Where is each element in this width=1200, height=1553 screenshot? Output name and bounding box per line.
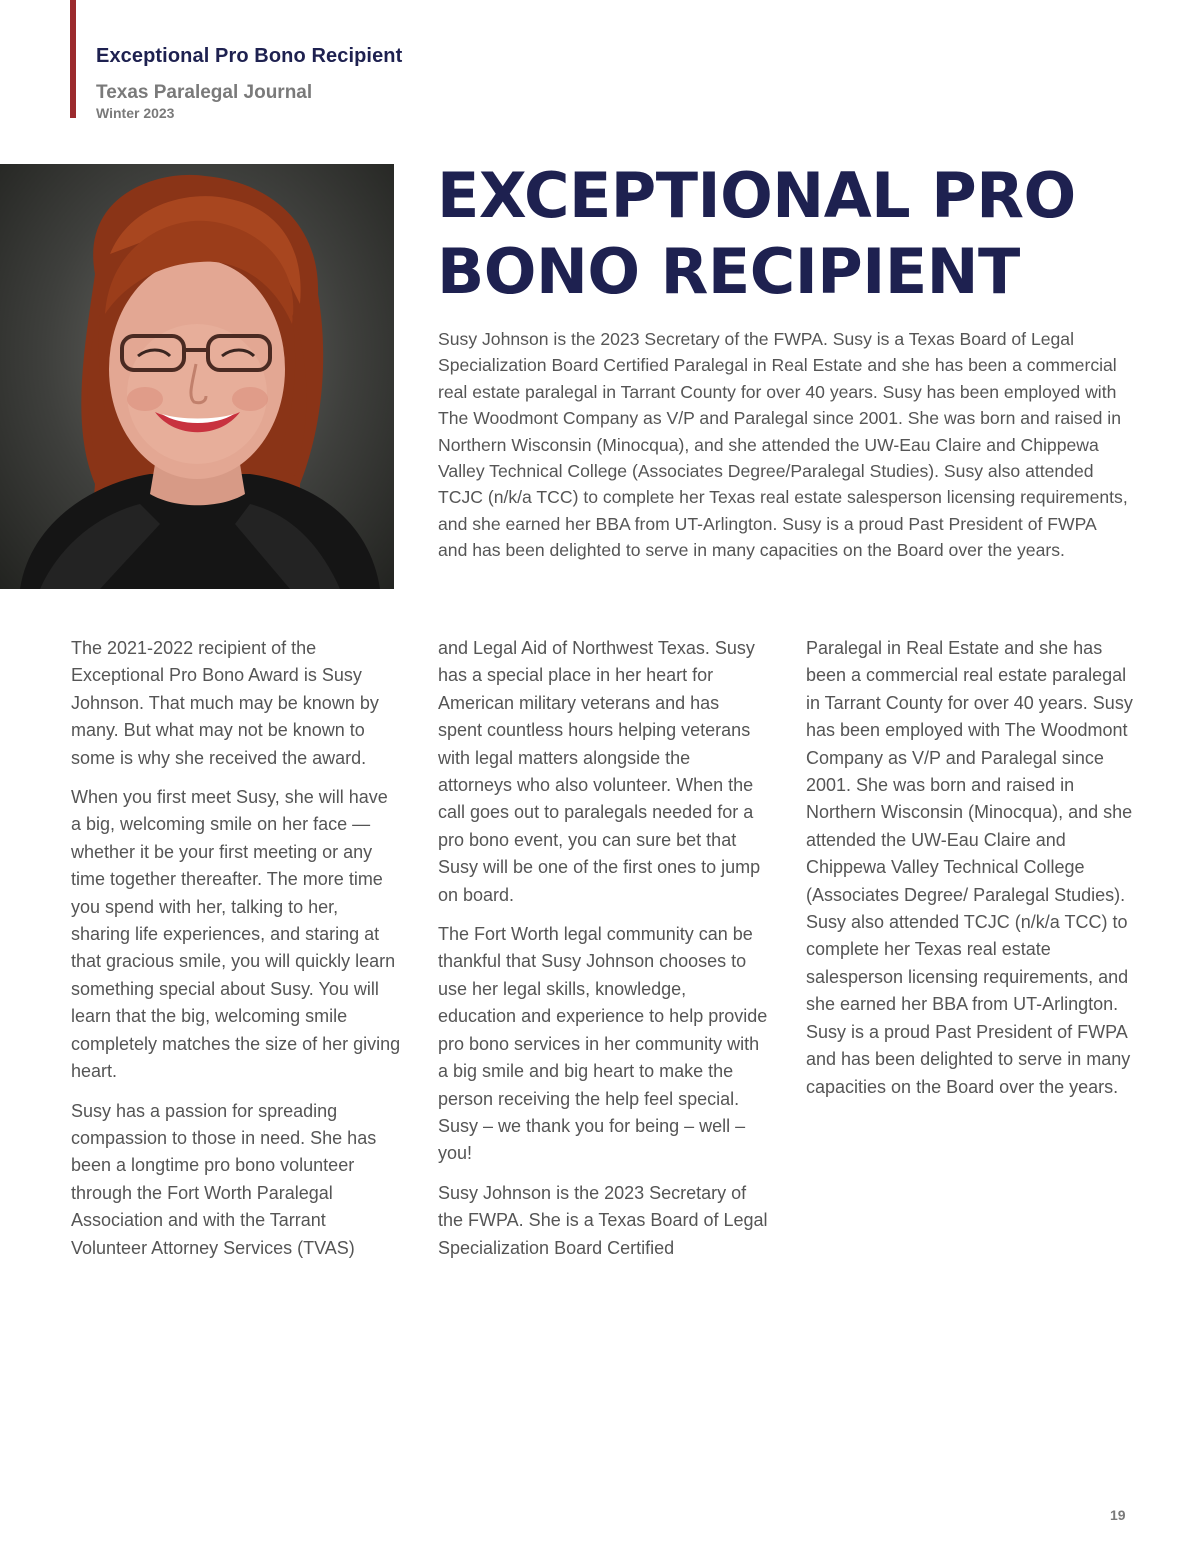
page-number: 19 (1110, 1507, 1126, 1523)
intro-paragraph: Susy Johnson is the 2023 Secretary of the FWPA. Susy is a Texas Board of Legal Specialization Board Certified Paralegal in Real Estate and she has been a commercial real estate paralegal in Tarrant County for over 40 years. Susy has been employed with The Woodmont Company as V/P and Paralegal since 2001. She was born and raised in Northern Wisconsin (Minocqua), and she attended the UW-Eau Claire and Chippewa Valley Technical College (Associates Degree/Paralegal Studies). Susy also attended TCJC (n/k/a TCC) to complete her Texas real estate salesperson licensing requirements, and she earned her BBA from UT-Arlington. Susy is a proud Past President of FWPA and has been delighted to serve in many capacities on the Board over the years. (438, 329, 1128, 561)
paragraph: Susy Johnson is the 2023 Secretary of the FWPA. She is a Texas Board of Legal Specialization Board Certified (438, 1182, 768, 1258)
body-column-2 (438, 635, 768, 1274)
body-column-3 (806, 635, 1136, 1113)
portrait-illustration (0, 164, 394, 589)
paragraph: The 2021-2022 recipient of the Exceptional Pro Bono Award is Susy Johnson. That much may be known by many. But what may not be known to some is why she received the award. (71, 638, 379, 768)
portrait-photo (0, 164, 394, 589)
paragraph: When you first meet Susy, she will have a big, welcoming smile on her face — whether it be your first meeting or any time together thereafter. The more time you spend with her, talking to her, sharing life experiences, and staring at that gracious smile, you will quickly learn something special about Susy. You will learn that the big, welcoming smile completely matches the size of her giving heart. (71, 787, 401, 1082)
issue-date: Winter 2023 (96, 105, 175, 121)
paragraph: Paralegal in Real Estate and she has been a commercial real estate paralegal in Tarrant County for over 40 years. Susy has been employed with The Woodmont Company as V/P and Paralegal since 2001. She was born and raised in Northern Wisconsin (Minocqua), and she attended the UW-Eau Claire and Chippewa Valley Technical College (Associates Degree/ Paralegal Studies). Susy also attended TCJC (n/k/a TCC) to complete her Texas real estate salesperson licensing requirements, and she earned her BBA from UT-Arlington. Susy is a proud Past President of FWPA and has been delighted to serve in many capacities on the Board over the years. (806, 638, 1133, 1097)
section-label: Exceptional Pro Bono Recipient (96, 45, 403, 67)
article-title: EXCEPTIONAL PRO BONO RECIPIENT (437, 159, 1076, 308)
paragraph: Susy has a passion for spreading compassion to those in need. She has been a longtime pro bono volunteer through the Fort Worth Paralegal Association and with the Tarrant Volunteer Attorney Services (TVAS) (71, 1100, 377, 1258)
journal-name: Texas Paralegal Journal (96, 82, 313, 103)
body-column-1 (71, 635, 401, 1274)
header-accent-bar (70, 0, 76, 118)
paragraph: The Fort Worth legal community can be thankful that Susy Johnson chooses to use her legal skills, knowledge, education and experience to help provide pro bono services in her community with a big smile and big heart to make the person receiving the help feel special. Susy – we thank you for being – well – you! (438, 924, 768, 1164)
paragraph: and Legal Aid of Northwest Texas. Susy has a special place in her heart for American military veterans and has spent countless hours helping veterans with legal matters alongside the attorneys who also volunteer. When the call goes out to paralegals needed for a pro bono event, you can sure bet that Susy will be one of the first ones to jump on board. (438, 638, 761, 905)
